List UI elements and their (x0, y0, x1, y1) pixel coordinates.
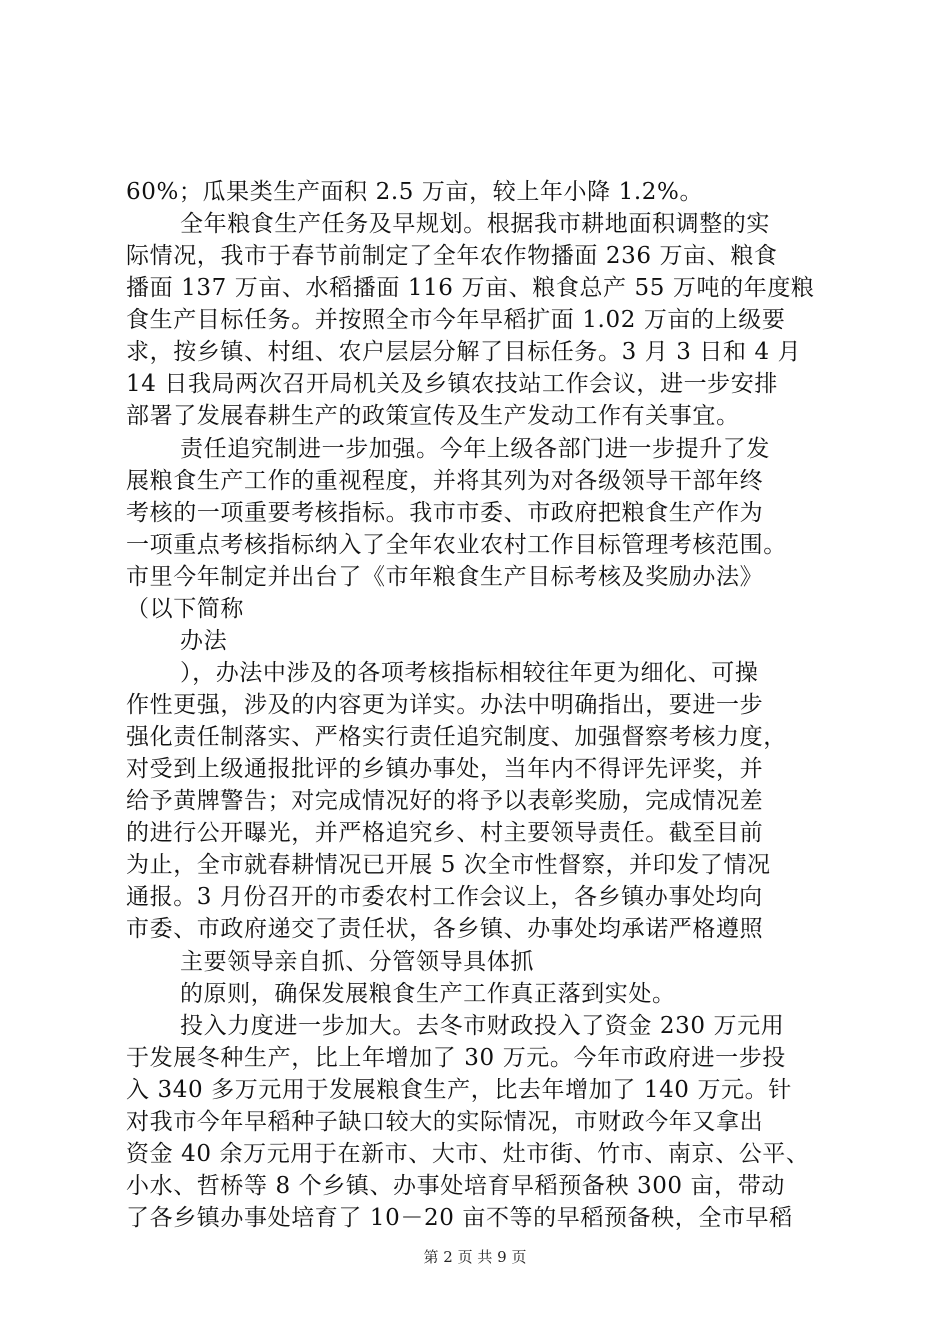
text-line: 14 日我局两次召开局机关及乡镇农技站工作会议，进一步安排 (126, 371, 778, 397)
text-line: 展粮食生产工作的重视程度，并将其列为对各级领导干部年终 (126, 468, 764, 494)
text-line: 60%；瓜果类生产面积 2.5 万亩，较上年小降 1.2%。 (126, 179, 704, 205)
text-line: 通报。3 月份召开的市委农村工作会议上，各乡镇办事处均向 (126, 884, 763, 910)
text-line: 全年粮食生产任务及早规划。根据我市耕地面积调整的实 (180, 211, 770, 237)
text-line: 际情况，我市于春节前制定了全年农作物播面 236 万亩、粮食 (126, 243, 778, 269)
text-line: 的原则，确保发展粮食生产工作真正落到实处。 (180, 981, 676, 1007)
text-line: 资金 40 余万元用于在新市、大市、灶市街、竹市、南京、公平、 (126, 1141, 810, 1167)
text-line: 入 340 多万元用于发展粮食生产，比去年增加了 140 万元。针 (126, 1077, 792, 1103)
text-line: 给予黄牌警告；对完成情况好的将予以表彰奖励，完成情况差 (126, 788, 764, 814)
text-line: 部署了发展春耕生产的政策宣传及生产发动工作有关事宜。 (126, 403, 740, 429)
text-line: 小水、哲桥等 8 个乡镇、办事处培育早稻预备秧 300 亩，带动 (126, 1173, 785, 1199)
text-line: 主要领导亲自抓、分管领导具体抓 (180, 949, 534, 975)
page-footer: 第 2 页 共 9 页 (423, 1248, 527, 1266)
text-line: 播面 137 万亩、水稻播面 116 万亩、粮食总产 55 万吨的年度粮 (126, 275, 815, 301)
text-line: 考核的一项重要考核指标。我市市委、市政府把粮食生产作为 (126, 500, 764, 526)
text-line: ），办法中涉及的各项考核指标相较往年更为细化、可操 (180, 660, 759, 686)
text-line: 投入力度进一步加大。去冬市财政投入了资金 230 万元用 (180, 1013, 785, 1039)
text-line: 市委、市政府递交了责任状，各乡镇、办事处均承诺严格遵照 (126, 916, 764, 942)
text-line: 的进行公开曝光，并严格追究乡、村主要领导责任。截至目前 (126, 820, 764, 846)
text-line: 对我市今年早稻种子缺口较大的实际情况，市财政今年又拿出 (126, 1109, 764, 1135)
text-line: 办法 (180, 628, 228, 654)
text-line: 作性更强，涉及的内容更为详实。办法中明确指出，要进一步 (126, 692, 764, 718)
text-line: 强化责任制落实、严格实行责任追究制度、加强督察考核力度， (126, 724, 787, 750)
text-line: 对受到上级通报批评的乡镇办事处，当年内不得评先评奖，并 (126, 756, 764, 782)
text-line: 市里今年制定并出台了《市年粮食生产目标考核及奖励办法》 (126, 564, 764, 590)
text-line: 于发展冬种生产，比上年增加了 30 万元。今年市政府进一步投 (126, 1045, 786, 1071)
text-line: 了各乡镇办事处培育了 10－20 亩不等的早稻预备秧，全市早稻 (126, 1205, 793, 1231)
text-line: 为止，全市就春耕情况已开展 5 次全市性督察，并印发了情况 (126, 852, 771, 878)
text-line: 食生产目标任务。并按照全市今年早稻扩面 1.02 万亩的上级要 (126, 307, 786, 333)
text-line: 责任追究制进一步加强。今年上级各部门进一步提升了发 (180, 436, 770, 462)
text-line: 一项重点考核指标纳入了全年农业农村工作目标管理考核范围。 (126, 532, 787, 558)
text-line: 求，按乡镇、村组、农户层层分解了目标任务。3 月 3 日和 4 月 (126, 339, 802, 365)
text-line: （以下简称 (126, 596, 244, 622)
